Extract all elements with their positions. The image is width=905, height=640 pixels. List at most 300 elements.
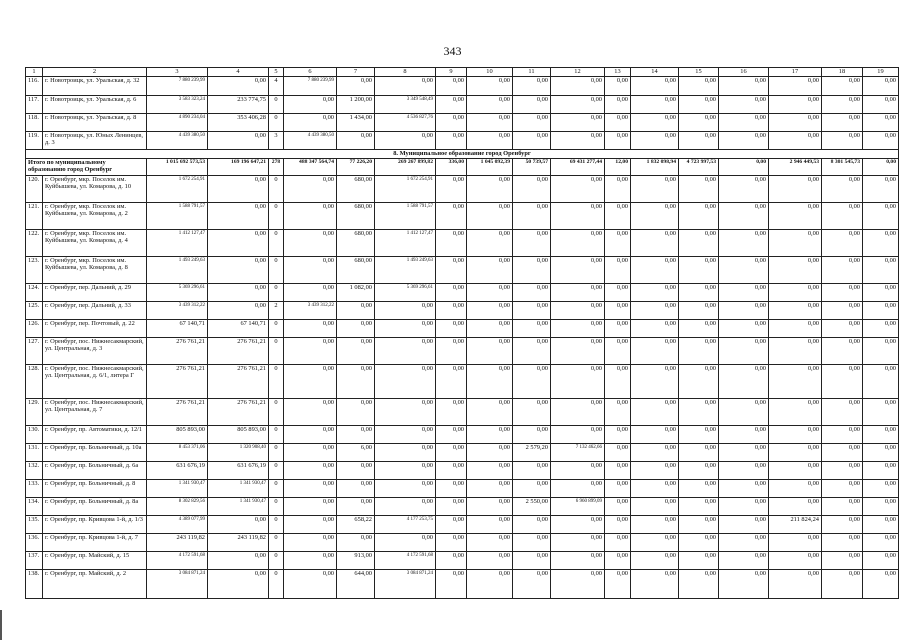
row-number: 138. [26,570,43,599]
value-cell-11: 0,00 [513,284,551,302]
value-cell-15: 0,00 [679,302,719,320]
value-cell-3: 631 676,19 [147,462,208,480]
value-cell-12: 0,00 [551,320,605,338]
total-row [26,159,899,176]
value-cell-13: 0,00 [605,96,631,114]
value-cell-12: 6 960 899,09 [551,498,605,516]
page-number: 343 [443,44,462,58]
row-number: 130. [26,426,43,444]
value-cell-15: 0,00 [679,132,719,150]
value-cell-15: 0,00 [679,176,719,203]
value-cell-4: 1 320 908,40 [208,444,269,462]
value-cell-17: 0,00 [769,203,822,230]
value-cell-3: 3 084 871,24 [147,570,208,599]
value-cell-15: 0,00 [679,230,719,257]
value-cell-7: 0,00 [337,426,375,444]
value-cell-5: 0 [269,516,284,534]
value-cell-6: 4 439 380,50 [284,132,337,150]
value-cell-18: 0,00 [822,257,863,284]
table-row [26,426,899,444]
value-cell-15: 0,00 [679,498,719,516]
value-cell-10: 0,00 [467,203,513,230]
value-cell-5: 0 [269,570,284,599]
value-cell-8: 3 349 548,49 [375,96,436,114]
value-cell-16: 0,00 [719,77,769,96]
value-cell-6: 0,00 [284,570,337,599]
value-cell-17: 0,00 [769,570,822,599]
value-cell-3: 8 453 371,06 [147,444,208,462]
value-cell-14: 0,00 [631,462,679,480]
column-header-9: 9 [436,68,467,77]
value-cell-12: 0,00 [551,203,605,230]
value-cell-3: 4 439 380,50 [147,132,208,150]
value-cell-14: 0,00 [631,399,679,426]
value-cell-4: 0,00 [208,176,269,203]
value-cell-7: 0,00 [337,302,375,320]
total-value-11: 50 739,57 [513,159,551,176]
value-cell-7: 1 434,00 [337,114,375,132]
value-cell-7: 0,00 [337,480,375,498]
value-cell-18: 0,00 [822,176,863,203]
table-row [26,534,899,552]
row-number: 128. [26,365,43,399]
value-cell-16: 0,00 [719,132,769,150]
value-cell-4: 0,00 [208,302,269,320]
column-header-14: 14 [631,68,679,77]
value-cell-11: 0,00 [513,480,551,498]
row-number: 131. [26,444,43,462]
value-cell-15: 0,00 [679,96,719,114]
value-cell-10: 0,00 [467,365,513,399]
value-cell-11: 2 579,20 [513,444,551,462]
table-row [26,338,899,365]
value-cell-4: 0,00 [208,516,269,534]
value-cell-12: 0,00 [551,338,605,365]
value-cell-10: 0,00 [467,176,513,203]
value-cell-12: 0,00 [551,284,605,302]
value-cell-11: 0,00 [513,77,551,96]
value-cell-7: 680,00 [337,230,375,257]
value-cell-16: 0,00 [719,203,769,230]
value-cell-11: 0,00 [513,203,551,230]
value-cell-7: 0,00 [337,365,375,399]
value-cell-8: 0,00 [375,320,436,338]
value-cell-11: 0,00 [513,426,551,444]
value-cell-19: 0,00 [863,399,899,426]
section-title: 8. Муниципальное образование город Оренбург [26,150,899,159]
value-cell-8: 0,00 [375,498,436,516]
value-cell-4: 0,00 [208,230,269,257]
address-cell: г. Оренбург, пер. Почтовый, д. 22 [43,320,147,338]
value-cell-4: 0,00 [208,132,269,150]
value-cell-17: 0,00 [769,462,822,480]
row-number: 129. [26,399,43,426]
value-cell-7: 0,00 [337,338,375,365]
value-cell-9: 0,00 [436,426,467,444]
value-cell-16: 0,00 [719,534,769,552]
row-number: 117. [26,96,43,114]
value-cell-10: 0,00 [467,230,513,257]
value-cell-15: 0,00 [679,114,719,132]
value-cell-5: 0 [269,203,284,230]
value-cell-11: 0,00 [513,114,551,132]
value-cell-10: 0,00 [467,498,513,516]
value-cell-11: 0,00 [513,399,551,426]
value-cell-11: 0,00 [513,257,551,284]
total-value-3: 1 015 692 573,53 [147,159,208,176]
table-row [26,230,899,257]
total-value-12: 69 431 277,44 [551,159,605,176]
value-cell-7: 680,00 [337,176,375,203]
value-cell-15: 0,00 [679,320,719,338]
value-cell-18: 0,00 [822,426,863,444]
value-cell-17: 0,00 [769,230,822,257]
value-cell-14: 0,00 [631,320,679,338]
value-cell-19: 0,00 [863,96,899,114]
address-cell: г. Оренбург, мкр. Поселок им. Куйбышева, ул. Комарова, д. 4 [43,230,147,257]
value-cell-13: 0,00 [605,480,631,498]
value-cell-8: 0,00 [375,480,436,498]
value-cell-13: 0,00 [605,257,631,284]
total-value-19: 0,00 [863,159,899,176]
address-cell: г. Оренбург, пр. Майский, д. 15 [43,552,147,570]
value-cell-5: 0 [269,114,284,132]
table-row [26,284,899,302]
value-cell-14: 0,00 [631,570,679,599]
value-cell-7: 0,00 [337,77,375,96]
row-number: 125. [26,302,43,320]
total-value-18: 8 301 545,73 [822,159,863,176]
column-header-12: 12 [551,68,605,77]
value-cell-12: 0,00 [551,77,605,96]
address-cell: г. Оренбург, пр. Больничный, д. 10а [43,444,147,462]
value-cell-12: 0,00 [551,462,605,480]
value-cell-16: 0,00 [719,114,769,132]
value-cell-3: 276 761,21 [147,399,208,426]
value-cell-4: 276 761,21 [208,365,269,399]
value-cell-13: 0,00 [605,552,631,570]
value-cell-18: 0,00 [822,338,863,365]
value-cell-17: 0,00 [769,552,822,570]
value-cell-19: 0,00 [863,338,899,365]
value-cell-5: 0 [269,426,284,444]
value-cell-16: 0,00 [719,284,769,302]
value-cell-17: 0,00 [769,338,822,365]
value-cell-5: 2 [269,302,284,320]
value-cell-17: 0,00 [769,77,822,96]
value-cell-15: 0,00 [679,570,719,599]
address-cell: г. Оренбург, пр. Майский, д. 2 [43,570,147,599]
value-cell-8: 0,00 [375,444,436,462]
total-value-5: 278 [269,159,284,176]
table-row [26,444,899,462]
value-cell-6: 0,00 [284,498,337,516]
value-cell-3: 7 880 239,99 [147,77,208,96]
value-cell-7: 0,00 [337,498,375,516]
row-number: 120. [26,176,43,203]
value-cell-10: 0,00 [467,426,513,444]
address-cell: г. Оренбург, мкр. Поселок им. Куйбышева, ул. Комарова, д. 10 [43,176,147,203]
value-cell-11: 0,00 [513,462,551,480]
table-row [26,552,899,570]
value-cell-10: 0,00 [467,132,513,150]
value-cell-10: 0,00 [467,320,513,338]
value-cell-3: 3 439 312,22 [147,302,208,320]
value-cell-11: 0,00 [513,552,551,570]
value-cell-13: 0,00 [605,462,631,480]
value-cell-18: 0,00 [822,203,863,230]
value-cell-18: 0,00 [822,320,863,338]
value-cell-13: 0,00 [605,399,631,426]
value-cell-9: 0,00 [436,230,467,257]
value-cell-11: 0,00 [513,132,551,150]
row-number: 118. [26,114,43,132]
value-cell-15: 0,00 [679,426,719,444]
value-cell-16: 0,00 [719,230,769,257]
table-row [26,498,899,516]
value-cell-14: 0,00 [631,96,679,114]
row-number: 119. [26,132,43,150]
value-cell-7: 680,00 [337,203,375,230]
value-cell-10: 0,00 [467,284,513,302]
value-cell-5: 0 [269,320,284,338]
address-cell: г. Оренбург, пер. Дальний, д. 29 [43,284,147,302]
value-cell-9: 0,00 [436,77,467,96]
value-cell-17: 0,00 [769,257,822,284]
value-cell-7: 1 200,00 [337,96,375,114]
value-cell-13: 0,00 [605,570,631,599]
value-cell-10: 0,00 [467,399,513,426]
value-cell-16: 0,00 [719,320,769,338]
value-cell-9: 0,00 [436,365,467,399]
value-cell-11: 0,00 [513,176,551,203]
value-cell-7: 913,00 [337,552,375,570]
value-cell-10: 0,00 [467,570,513,599]
value-cell-13: 0,00 [605,302,631,320]
value-cell-5: 0 [269,498,284,516]
value-cell-4: 276 761,21 [208,399,269,426]
value-cell-6: 0,00 [284,399,337,426]
value-cell-10: 0,00 [467,516,513,534]
value-cell-13: 0,00 [605,132,631,150]
value-cell-8: 4 536 827,76 [375,114,436,132]
value-cell-19: 0,00 [863,570,899,599]
value-cell-17: 0,00 [769,302,822,320]
value-cell-12: 0,00 [551,114,605,132]
value-cell-4: 67 140,71 [208,320,269,338]
value-cell-16: 0,00 [719,399,769,426]
value-cell-13: 0,00 [605,114,631,132]
value-cell-14: 0,00 [631,132,679,150]
value-cell-4: 0,00 [208,77,269,96]
value-cell-14: 0,00 [631,302,679,320]
value-cell-17: 0,00 [769,320,822,338]
value-cell-7: 0,00 [337,399,375,426]
value-cell-6: 0,00 [284,96,337,114]
value-cell-8: 0,00 [375,365,436,399]
address-cell: г. Оренбург, пр. Кривцова 1-й, д. 7 [43,534,147,552]
table-row [26,302,899,320]
value-cell-8: 1 493 249,63 [375,257,436,284]
value-cell-12: 0,00 [551,302,605,320]
value-cell-17: 0,00 [769,498,822,516]
value-cell-10: 0,00 [467,302,513,320]
value-cell-17: 0,00 [769,534,822,552]
value-cell-19: 0,00 [863,516,899,534]
value-cell-7: 1 082,00 [337,284,375,302]
value-cell-10: 0,00 [467,444,513,462]
value-cell-12: 0,00 [551,570,605,599]
value-cell-14: 0,00 [631,516,679,534]
value-cell-9: 0,00 [436,516,467,534]
value-cell-10: 0,00 [467,462,513,480]
value-cell-13: 0,00 [605,365,631,399]
address-cell: г. Новотроицк, ул. Уральская, д. 8 [43,114,147,132]
value-cell-5: 4 [269,77,284,96]
value-cell-14: 0,00 [631,338,679,365]
value-cell-8: 4 177 253,75 [375,516,436,534]
address-cell: г. Оренбург, мкр. Поселок им. Куйбышева, ул. Комарова, д. 8 [43,257,147,284]
total-value-6: 488 347 564,74 [284,159,337,176]
value-cell-19: 0,00 [863,444,899,462]
value-cell-17: 0,00 [769,365,822,399]
value-cell-15: 0,00 [679,534,719,552]
value-cell-19: 0,00 [863,203,899,230]
total-value-14: 1 832 098,94 [631,159,679,176]
table-row [26,365,899,399]
value-cell-9: 0,00 [436,114,467,132]
value-cell-17: 0,00 [769,284,822,302]
table-row [26,399,899,426]
value-cell-14: 0,00 [631,203,679,230]
column-header-1: 1 [26,68,43,77]
value-cell-7: 0,00 [337,320,375,338]
value-cell-10: 0,00 [467,338,513,365]
value-cell-15: 0,00 [679,399,719,426]
value-cell-11: 0,00 [513,230,551,257]
value-cell-7: 644,00 [337,570,375,599]
value-cell-10: 0,00 [467,77,513,96]
section-row [26,150,899,159]
value-cell-4: 0,00 [208,284,269,302]
value-cell-17: 0,00 [769,176,822,203]
value-cell-3: 276 761,21 [147,338,208,365]
value-cell-11: 0,00 [513,534,551,552]
table-row [26,96,899,114]
total-value-15: 4 723 997,53 [679,159,719,176]
value-cell-9: 0,00 [436,444,467,462]
value-cell-5: 0 [269,96,284,114]
total-value-10: 1 045 092,39 [467,159,513,176]
value-cell-9: 0,00 [436,284,467,302]
value-cell-13: 0,00 [605,426,631,444]
value-cell-3: 8 302 829,56 [147,498,208,516]
value-cell-6: 7 880 239,99 [284,77,337,96]
scan-edge-mark [0,610,2,640]
table-row [26,114,899,132]
value-cell-4: 243 119,82 [208,534,269,552]
value-cell-16: 0,00 [719,480,769,498]
address-cell: г. Оренбург, пер. Дальний, д. 33 [43,302,147,320]
row-number: 136. [26,534,43,552]
column-header-16: 16 [719,68,769,77]
value-cell-15: 0,00 [679,552,719,570]
value-cell-13: 0,00 [605,77,631,96]
value-cell-7: 6,00 [337,444,375,462]
value-cell-8: 1 412 127,47 [375,230,436,257]
value-cell-6: 0,00 [284,176,337,203]
value-cell-8: 0,00 [375,132,436,150]
address-cell: г. Оренбург, пр. Больничный, д. 6а [43,462,147,480]
value-cell-19: 0,00 [863,114,899,132]
value-cell-6: 0,00 [284,552,337,570]
address-cell: г. Оренбург, пос. Нижнесакмарский, ул. Центральная, д. 6/1, литера Г [43,365,147,399]
value-cell-14: 0,00 [631,426,679,444]
value-cell-13: 0,00 [605,444,631,462]
value-cell-6: 0,00 [284,114,337,132]
value-cell-17: 0,00 [769,96,822,114]
value-cell-5: 0 [269,257,284,284]
value-cell-19: 0,00 [863,257,899,284]
column-header-11: 11 [513,68,551,77]
value-cell-9: 0,00 [436,320,467,338]
value-cell-9: 0,00 [436,96,467,114]
value-cell-14: 0,00 [631,257,679,284]
value-cell-15: 0,00 [679,365,719,399]
table-row [26,77,899,96]
column-header-10: 10 [467,68,513,77]
address-cell: г. Оренбург, пр. Больничный, д. 8 [43,480,147,498]
value-cell-14: 0,00 [631,230,679,257]
value-cell-5: 3 [269,132,284,150]
value-cell-18: 0,00 [822,498,863,516]
value-cell-11: 0,00 [513,570,551,599]
value-cell-19: 0,00 [863,480,899,498]
address-cell: г. Оренбург, пр. Кривцова 1-й, д. 1/3 [43,516,147,534]
value-cell-11: 0,00 [513,516,551,534]
value-cell-6: 3 439 312,22 [284,302,337,320]
value-cell-16: 0,00 [719,552,769,570]
value-cell-17: 211 824,24 [769,516,822,534]
header-row [26,68,899,77]
table-row [26,257,899,284]
value-cell-5: 0 [269,284,284,302]
row-number: 132. [26,462,43,480]
value-cell-4: 0,00 [208,570,269,599]
value-cell-12: 7 132 462,66 [551,444,605,462]
value-cell-8: 0,00 [375,399,436,426]
value-cell-5: 0 [269,534,284,552]
table-row [26,320,899,338]
value-cell-14: 0,00 [631,480,679,498]
value-cell-5: 0 [269,365,284,399]
table-row [26,462,899,480]
value-cell-5: 0 [269,399,284,426]
total-value-8: 269 267 899,82 [375,159,436,176]
value-cell-10: 0,00 [467,96,513,114]
value-cell-12: 0,00 [551,132,605,150]
value-cell-17: 0,00 [769,480,822,498]
value-cell-11: 0,00 [513,338,551,365]
value-cell-19: 0,00 [863,284,899,302]
value-cell-6: 0,00 [284,284,337,302]
value-cell-12: 0,00 [551,365,605,399]
value-cell-8: 0,00 [375,302,436,320]
value-cell-18: 0,00 [822,284,863,302]
value-cell-8: 0,00 [375,77,436,96]
value-cell-19: 0,00 [863,498,899,516]
value-cell-3: 3 583 323,24 [147,96,208,114]
